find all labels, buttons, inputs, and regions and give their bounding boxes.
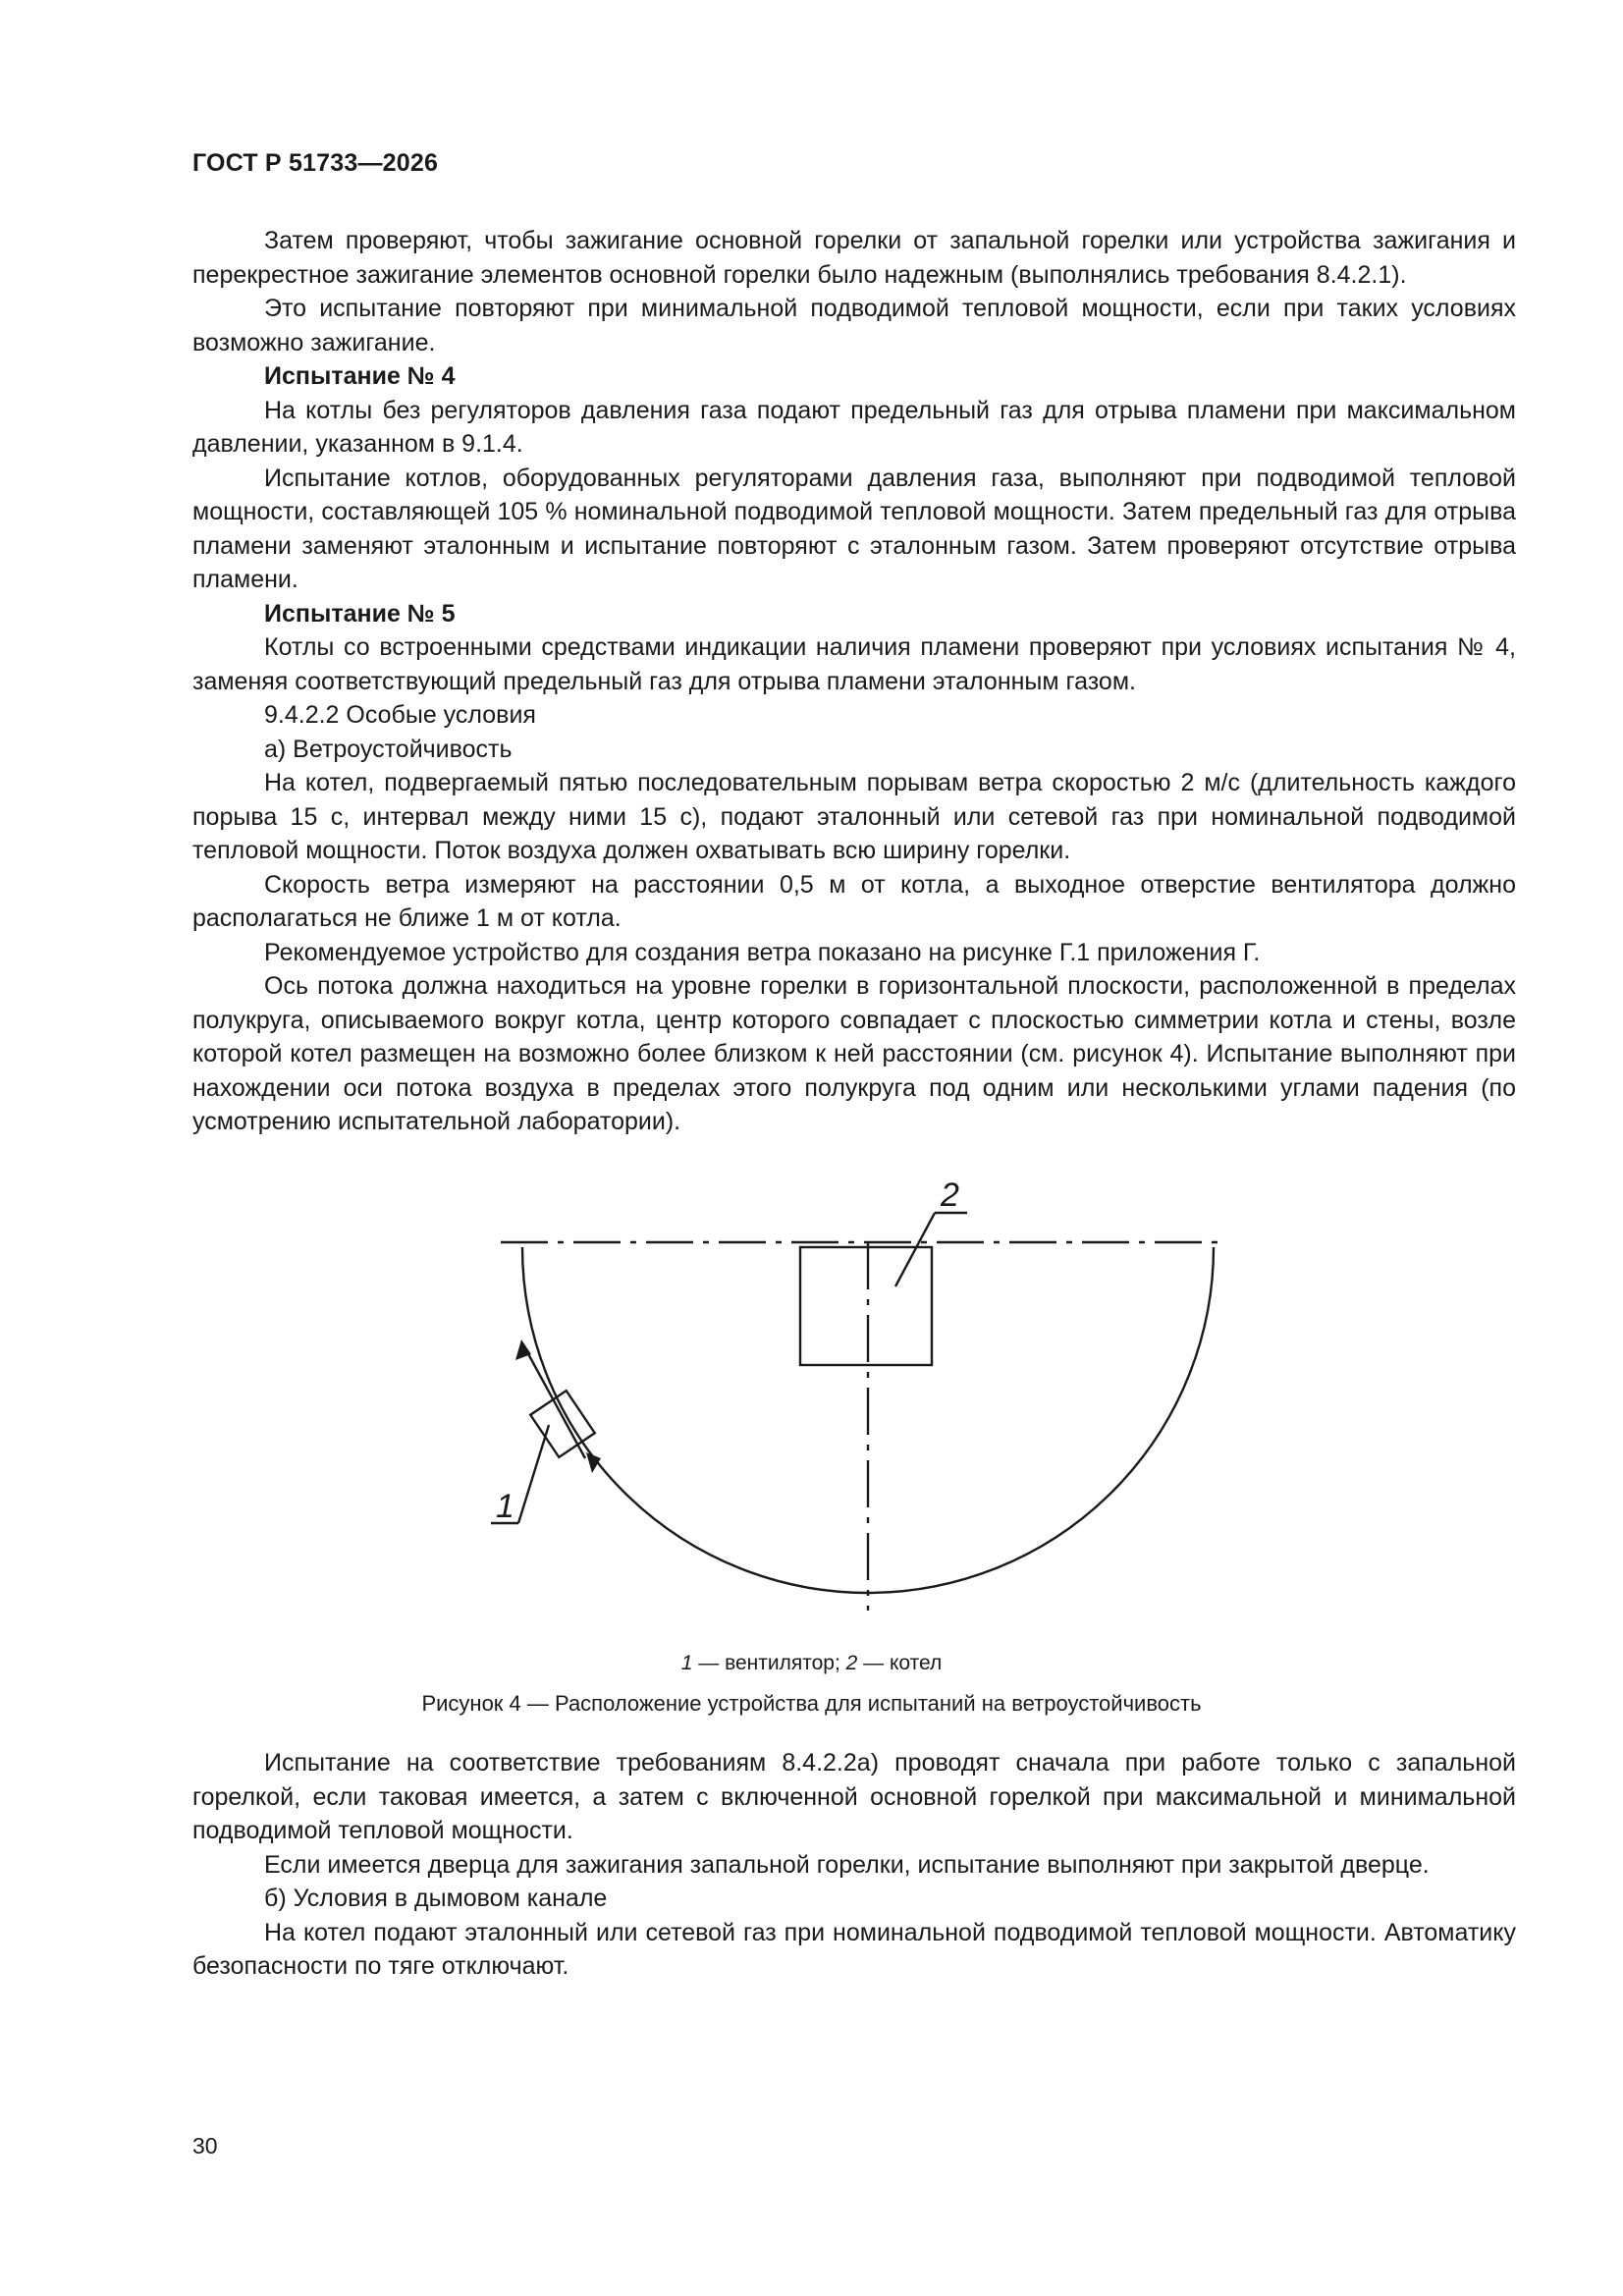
- document-header: ГОСТ Р 51733—2026: [192, 149, 439, 177]
- paragraph: Затем проверяют, чтобы зажигание основной горелки от запальной горелки или устройства зажигания и перекрестное зажигание элементов основной горелки было надежным (выполнялись требования 8.4.2.1).: [192, 227, 1516, 289]
- figure-4-diagram: [0, 1159, 1623, 1611]
- leader-line-2: [895, 1213, 935, 1286]
- page-number: 30: [192, 2133, 218, 2159]
- paragraph: Скорость ветра измеряют на расстоянии 0,5 м от котла, а выходное отверстие вентилятора должно располагаться не ближе 1 м от котла.: [192, 870, 1516, 932]
- body-text-bottom: [192, 1746, 1516, 1984]
- figure-label-2: 2: [941, 1176, 959, 1214]
- paragraph: Ось потока должна находиться на уровне горелки в горизонтальной плоскости, расположенной в пределах полукруга, описываемого вокруг котла, центр которого совпадает с плоскостью симметрии котла и стены, возле которой котел размещен на возможно более близком к ней расстоянии (см. рисунок 4). Испытание выполняют при нахождении оси потока воздуха в пределах этого полукруга под одним или несколькими углами падения (по усмотрению испытательной лаборатории).: [192, 972, 1516, 1135]
- legend-number: 1: [680, 1652, 693, 1674]
- paragraph: Котлы со встроенными средствами индикации наличия пламени проверяют при условиях испытания № 4, заменяя соответствующий предельный газ для отрыва пламени эталонным газом.: [192, 633, 1516, 695]
- paragraph: Если имеется дверца для зажигания запальной горелки, испытание выполняют при закрытой дверце.: [264, 1850, 1430, 1879]
- paragraph: На котел подают эталонный или сетевой газ при номинальной подводимой тепловой мощности. Автоматику безопасности по тяге отключают.: [192, 1918, 1516, 1980]
- body-text-top: [192, 224, 1516, 1139]
- legend-text: — вентилятор;: [692, 1652, 846, 1674]
- figure-label-1: 1: [496, 1488, 514, 1525]
- legend-number: 2: [845, 1652, 858, 1674]
- boiler-rect: [800, 1247, 932, 1365]
- subsection-heading: б) Условия в дымовом канале: [264, 1885, 608, 1912]
- test-heading: Испытание № 4: [264, 362, 456, 390]
- figure-caption: Рисунок 4 — Расположение устройства для испытаний на ветроустойчивость: [421, 1691, 1202, 1716]
- paragraph: Рекомендуемое устройство для создания ветра показано на рисунке Г.1 приложения Г.: [264, 938, 1261, 966]
- figure-legend: [0, 1652, 1623, 1675]
- paragraph: Это испытание повторяют при минимальной подводимой тепловой мощности, если при таких условиях возможно зажигание.: [192, 295, 1516, 356]
- paragraph: Испытание на соответствие требованиям 8.4.2.2а) проводят сначала при работе только с запальной горелкой, если таковая имеется, а затем с включенной основной горелкой при максимальной и минимальной подводимой тепловой мощности.: [192, 1749, 1516, 1844]
- paragraph: На котлы без регуляторов давления газа подают предельный газ для отрыва пламени при максимальном давлении, указанном в 9.1.4.: [192, 396, 1516, 458]
- paragraph: Испытание котлов, оборудованных регуляторами давления газа, выполняют при подводимой тепловой мощности, составляющей 105 % номинальной подводимой тепловой мощности. Затем предельный газ для отрыва пламени заменяют эталонным и испытание повторяют с эталонным газом. Затем проверяют отсутствие отрыва пламени.: [192, 464, 1516, 593]
- paragraph: На котел, подвергаемый пятью последовательным порывам ветра скоростью 2 м/с (длительность каждого порыва 15 с, интервал между ними 15 с), подают эталонный или сетевой газ при номинальной подводимой тепловой мощности. Поток воздуха должен охватывать всю ширину горелки.: [192, 769, 1516, 864]
- subsection-heading: а) Ветроустойчивость: [264, 735, 513, 763]
- test-heading: Испытание № 5: [264, 599, 456, 628]
- legend-text: — котел: [857, 1652, 943, 1674]
- section-heading: 9.4.2.2 Особые условия: [264, 701, 536, 729]
- leader-line-1: [518, 1425, 549, 1523]
